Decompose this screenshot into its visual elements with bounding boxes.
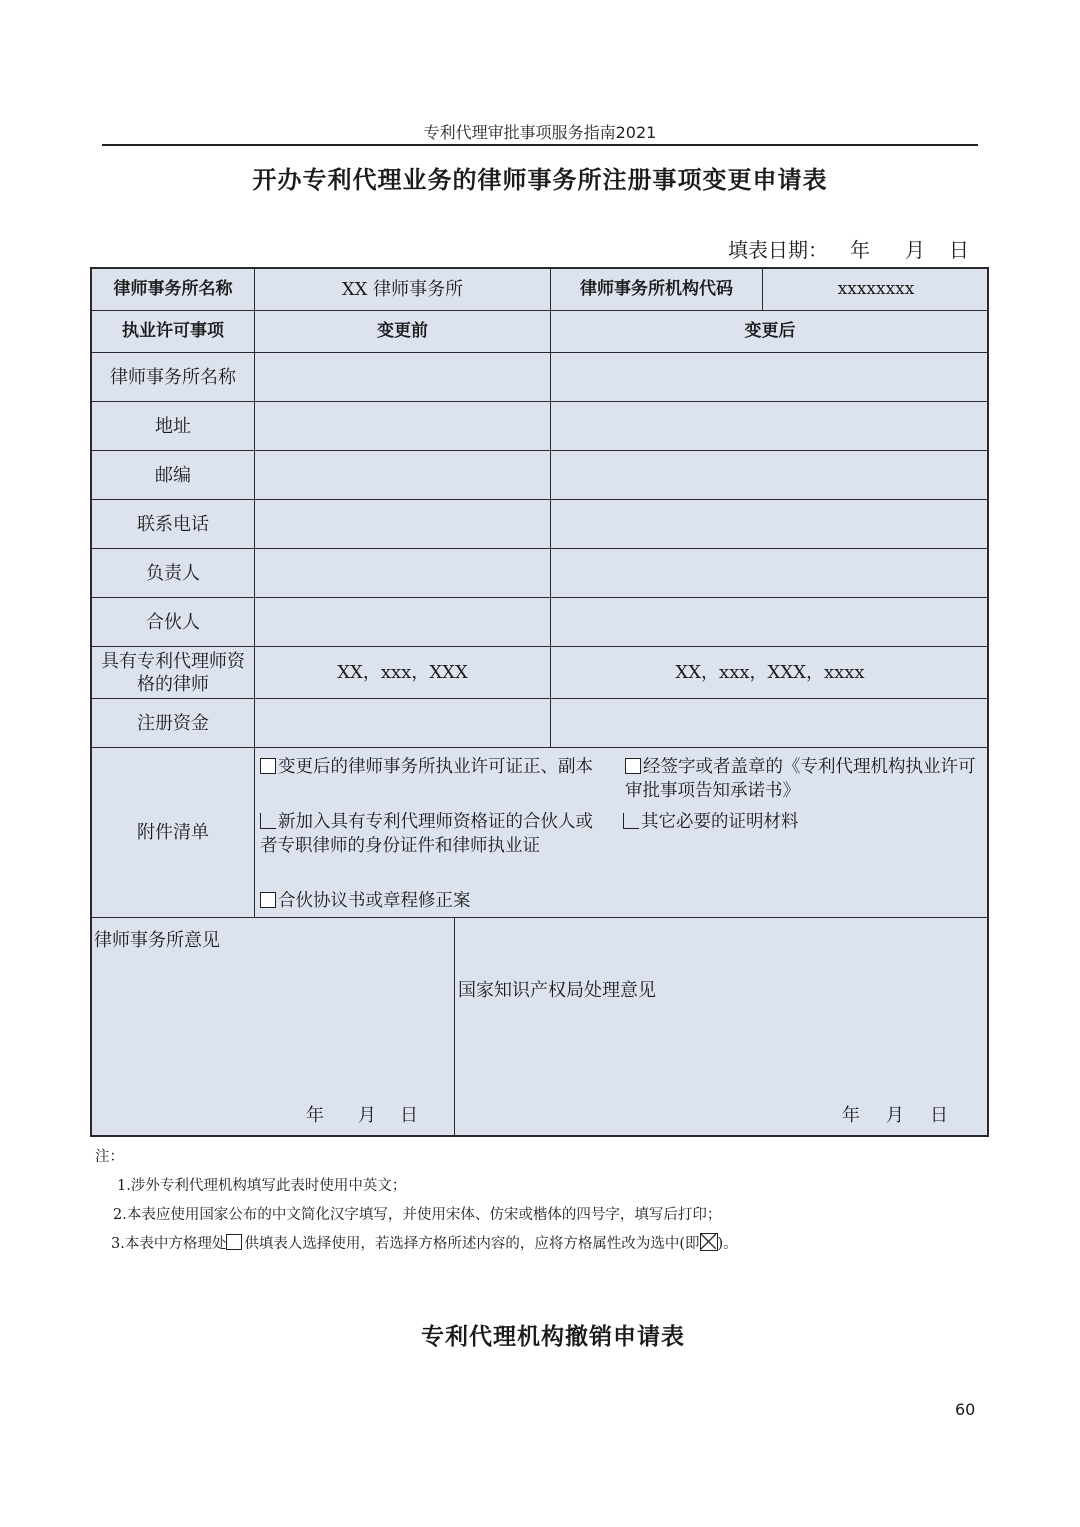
fill-date-year: 年 [850,238,870,262]
page-number: 60 [955,1400,976,1419]
row-after-phone[interactable] [551,500,989,549]
column-after: 变更后 [551,311,989,353]
row-label-registered-capital: 注册资金 [92,699,255,748]
fill-date [728,234,969,263]
checkbox-icon[interactable] [260,892,276,908]
attachment-item: 变更后的律师事务所执业许可证正、副本 [260,755,630,779]
application-table [90,267,989,1137]
row-after-postcode[interactable] [551,451,989,500]
note-2: 2.本表应使用国家公布的中文简化汉字填写，并使用宋体、仿宋或楷体的四号字，填写后打印； [113,1207,722,1223]
row-after-firm-name[interactable] [551,353,989,402]
row-label-postcode: 邮编 [92,451,255,500]
row-before-address[interactable] [255,402,551,451]
row-label-firm-name: 律师事务所名称 [92,353,255,402]
attachment-item: 其它必要的证明材料 [623,810,983,834]
notes-heading: 注： [95,1149,124,1165]
firm-opinion-label: 律师事务所意见 [94,930,220,951]
column-before: 变更前 [255,311,551,353]
row-before-firm-name[interactable] [255,353,551,402]
row-label-partners: 合伙人 [92,598,255,647]
fill-date-label: 填表日期： [728,238,828,262]
firm-opinion-date: 年 月 日 [306,1105,418,1126]
checked-box-icon [700,1233,718,1251]
firm-code-label: 律师事务所机构代码 [551,269,763,311]
row-before-postcode[interactable] [255,451,551,500]
note-3: 3.本表中方格理处 供填表人选择使用，若选择方格所述内容的，应将方格属性改为选中(即 )。 [95,1230,738,1259]
form-title: 开办专利代理业务的律师事务所注册事项变更申请表 [252,166,828,194]
fill-date-day: 日 [949,238,969,262]
column-item: 执业许可事项 [92,311,255,353]
notes [95,1143,738,1259]
cnipa-opinion-date: 年 月 日 [842,1105,948,1126]
row-before-partners[interactable] [255,598,551,647]
cnipa-opinion-label: 国家知识产权局处理意见 [458,980,656,1001]
attachments-label: 附件清单 [92,748,255,918]
attachment-item: 合伙协议书或章程修正案 [260,889,660,913]
row-label-address: 地址 [92,402,255,451]
row-label-qualified-lawyers: 具有专利代理师资格的律师 [92,647,255,699]
row-before-registered-capital[interactable] [255,699,551,748]
row-before-phone[interactable] [255,500,551,549]
row-label-principal: 负责人 [92,549,255,598]
note-1: 1.涉外专利代理机构填写此表时使用中英文； [117,1178,407,1194]
header-rule [102,144,978,146]
row-before-principal[interactable] [255,549,551,598]
row-after-registered-capital[interactable] [551,699,989,748]
row-before-qualified-lawyers[interactable]: XX，xxx，XXX [255,647,551,699]
row-after-qualified-lawyers[interactable]: XX，xxx，XXX，xxxx [551,647,989,699]
row-after-partners[interactable] [551,598,989,647]
attachment-item: 新加入具有专利代理师资格证的合伙人或者专职律师的身份证件和律师执业证 [260,812,593,856]
row-after-principal[interactable] [551,549,989,598]
checkbox-icon[interactable] [260,813,276,829]
firm-code-value[interactable]: xxxxxxxx [763,269,989,311]
row-after-address[interactable] [551,402,989,451]
checkbox-icon[interactable] [260,758,276,774]
checkbox-icon[interactable] [625,758,641,774]
firm-name-value[interactable]: XX 律师事务所 [255,269,551,311]
guide-header: 专利代理审批事项服务指南2021 [423,123,657,142]
checkbox-icon [226,1234,242,1250]
next-section-title: 专利代理机构撤销申请表 [421,1324,685,1350]
firm-name-label: 律师事务所名称 [92,269,255,311]
fill-date-month: 月 [905,238,925,262]
checkbox-icon[interactable] [623,813,639,829]
attachment-item: 经签字或者盖章的《专利代理机构执业许可审批事项告知承诺书》 [625,757,976,801]
row-label-phone: 联系电话 [92,500,255,549]
